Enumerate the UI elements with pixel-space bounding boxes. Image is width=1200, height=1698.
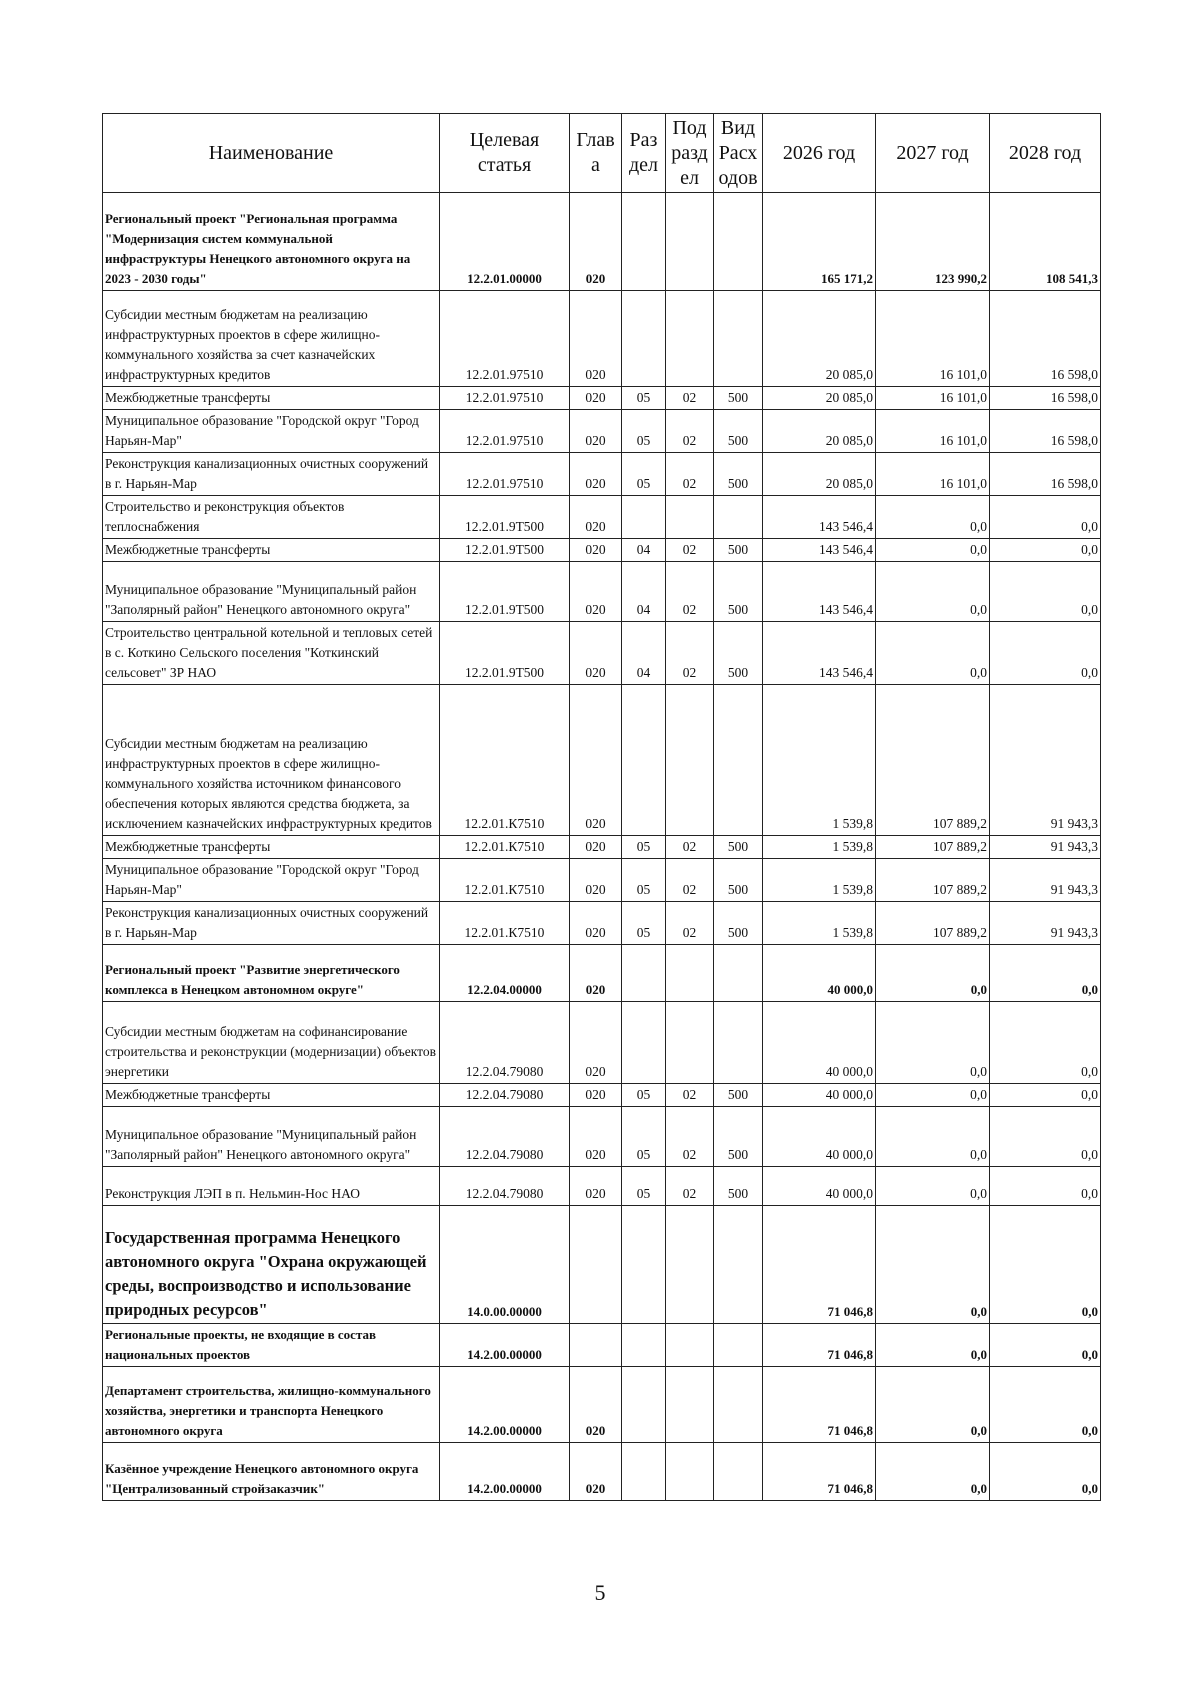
table-row	[103, 291, 1101, 387]
cell-2028: 16 598,0	[990, 291, 1101, 387]
cell-exp-type: 500	[714, 387, 763, 410]
cell-section: 05	[622, 387, 666, 410]
cell-chapter	[570, 1206, 622, 1324]
cell-subsection	[666, 1002, 714, 1084]
cell-chapter: 020	[570, 1367, 622, 1443]
cell-2027: 16 101,0	[876, 387, 990, 410]
cell-subsection	[666, 193, 714, 291]
cell-section: 04	[622, 539, 666, 562]
cell-target: 12.2.04.00000	[440, 945, 570, 1002]
cell-subsection	[666, 1443, 714, 1501]
cell-exp-type: 500	[714, 562, 763, 622]
cell-2026: 71 046,8	[763, 1324, 876, 1367]
cell-2026: 20 085,0	[763, 453, 876, 496]
cell-section	[622, 1367, 666, 1443]
cell-subsection: 02	[666, 836, 714, 859]
table-row	[103, 1206, 1101, 1324]
cell-chapter: 020	[570, 836, 622, 859]
header-subsection: Под разд ел	[666, 114, 714, 193]
cell-name: Региональный проект "Развитие энергетического комплекса в Ненецком автономном округе"	[103, 945, 440, 1002]
cell-section	[622, 1324, 666, 1367]
cell-name: Муниципальное образование "Муниципальный район "Заполярный район" Ненецкого автономного округа"	[103, 1107, 440, 1167]
cell-2027: 0,0	[876, 1206, 990, 1324]
cell-section: 04	[622, 622, 666, 685]
cell-exp-type	[714, 496, 763, 539]
cell-target: 12.2.01.00000	[440, 193, 570, 291]
header-name: Наименование	[103, 114, 440, 193]
cell-2027: 107 889,2	[876, 836, 990, 859]
table-body	[103, 193, 1101, 1501]
cell-2027: 16 101,0	[876, 453, 990, 496]
cell-section: 05	[622, 410, 666, 453]
table-row	[103, 685, 1101, 836]
cell-2028: 0,0	[990, 1107, 1101, 1167]
cell-target: 12.2.04.79080	[440, 1002, 570, 1084]
cell-2026: 1 539,8	[763, 859, 876, 902]
cell-2027: 0,0	[876, 945, 990, 1002]
cell-2026: 143 546,4	[763, 562, 876, 622]
cell-subsection	[666, 291, 714, 387]
cell-exp-type: 500	[714, 902, 763, 945]
cell-name: Реконструкция канализационных очистных сооружений в г. Нарьян-Мар	[103, 453, 440, 496]
cell-name: Межбюджетные трансферты	[103, 539, 440, 562]
cell-name: Муниципальное образование "Городской округ "Город Нарьян-Мар"	[103, 859, 440, 902]
cell-2028: 0,0	[990, 1443, 1101, 1501]
cell-2026: 71 046,8	[763, 1443, 876, 1501]
cell-2026: 20 085,0	[763, 291, 876, 387]
cell-subsection	[666, 1206, 714, 1324]
cell-exp-type: 500	[714, 410, 763, 453]
cell-exp-type	[714, 685, 763, 836]
cell-subsection	[666, 685, 714, 836]
cell-target: 12.2.01.97510	[440, 387, 570, 410]
header-chapter: Глав а	[570, 114, 622, 193]
cell-target: 12.2.01.9Т500	[440, 562, 570, 622]
cell-exp-type	[714, 1367, 763, 1443]
cell-name: Департамент строительства, жилищно-коммунального хозяйства, энергетики и транспорта Ненецкого автономного округа	[103, 1367, 440, 1443]
table-row	[103, 1107, 1101, 1167]
cell-2028: 16 598,0	[990, 410, 1101, 453]
cell-name: Строительство и реконструкция объектов теплоснабжения	[103, 496, 440, 539]
cell-section	[622, 945, 666, 1002]
table-row	[103, 622, 1101, 685]
cell-2028: 0,0	[990, 945, 1101, 1002]
cell-target: 12.2.01.9Т500	[440, 622, 570, 685]
cell-2028: 0,0	[990, 496, 1101, 539]
cell-name: Реконструкция ЛЭП в п. Нельмин-Нос НАО	[103, 1167, 440, 1206]
cell-2027: 0,0	[876, 622, 990, 685]
cell-subsection	[666, 1324, 714, 1367]
cell-subsection: 02	[666, 562, 714, 622]
cell-name: Казённое учреждение Ненецкого автономного округа "Централизованный стройзаказчик"	[103, 1443, 440, 1501]
header-2026: 2026 год	[763, 114, 876, 193]
cell-section: 05	[622, 902, 666, 945]
cell-chapter: 020	[570, 410, 622, 453]
table-row	[103, 193, 1101, 291]
table-row	[103, 387, 1101, 410]
cell-exp-type	[714, 1443, 763, 1501]
cell-subsection: 02	[666, 453, 714, 496]
cell-target: 14.2.00.00000	[440, 1443, 570, 1501]
cell-2028: 0,0	[990, 1167, 1101, 1206]
cell-chapter: 020	[570, 1167, 622, 1206]
table-row	[103, 496, 1101, 539]
cell-2026: 40 000,0	[763, 945, 876, 1002]
cell-section	[622, 1002, 666, 1084]
cell-exp-type: 500	[714, 1084, 763, 1107]
cell-subsection: 02	[666, 622, 714, 685]
header-row	[103, 114, 1101, 193]
cell-section	[622, 1443, 666, 1501]
cell-target: 14.2.00.00000	[440, 1367, 570, 1443]
cell-2026: 40 000,0	[763, 1107, 876, 1167]
budget-table	[102, 113, 1101, 1501]
cell-target: 12.2.01.К7510	[440, 902, 570, 945]
cell-2026: 1 539,8	[763, 836, 876, 859]
cell-target: 12.2.01.97510	[440, 453, 570, 496]
cell-2028: 0,0	[990, 622, 1101, 685]
cell-target: 12.2.01.97510	[440, 291, 570, 387]
cell-subsection: 02	[666, 902, 714, 945]
cell-name: Межбюджетные трансферты	[103, 1084, 440, 1107]
cell-chapter: 020	[570, 1002, 622, 1084]
cell-2027: 107 889,2	[876, 859, 990, 902]
cell-exp-type	[714, 945, 763, 1002]
cell-subsection	[666, 1367, 714, 1443]
cell-chapter: 020	[570, 387, 622, 410]
cell-target: 14.2.00.00000	[440, 1324, 570, 1367]
cell-subsection: 02	[666, 410, 714, 453]
cell-exp-type	[714, 1002, 763, 1084]
cell-2026: 143 546,4	[763, 622, 876, 685]
table-row	[103, 1324, 1101, 1367]
cell-name: Субсидии местным бюджетам на реализацию инфраструктурных проектов в сфере жилищно-коммунального хозяйства за счет казначейских инфраструктурных кредитов	[103, 291, 440, 387]
cell-name: Муниципальное образование "Городской округ "Город Нарьян-Мар"	[103, 410, 440, 453]
cell-section: 05	[622, 1084, 666, 1107]
cell-2026: 20 085,0	[763, 410, 876, 453]
cell-chapter: 020	[570, 945, 622, 1002]
cell-2026: 143 546,4	[763, 539, 876, 562]
cell-subsection: 02	[666, 859, 714, 902]
cell-2027: 0,0	[876, 496, 990, 539]
cell-2027: 0,0	[876, 562, 990, 622]
cell-2028: 91 943,3	[990, 859, 1101, 902]
cell-2026: 1 539,8	[763, 685, 876, 836]
cell-subsection: 02	[666, 539, 714, 562]
cell-target: 14.0.00.00000	[440, 1206, 570, 1324]
cell-2028: 0,0	[990, 562, 1101, 622]
cell-2027: 0,0	[876, 1002, 990, 1084]
cell-target: 12.2.01.9Т500	[440, 496, 570, 539]
cell-chapter: 020	[570, 291, 622, 387]
cell-2028: 16 598,0	[990, 453, 1101, 496]
cell-2027: 16 101,0	[876, 291, 990, 387]
cell-section: 05	[622, 836, 666, 859]
cell-section: 05	[622, 453, 666, 496]
cell-2026: 71 046,8	[763, 1206, 876, 1324]
table-row	[103, 453, 1101, 496]
cell-name: Межбюджетные трансферты	[103, 387, 440, 410]
cell-2026: 143 546,4	[763, 496, 876, 539]
table-row	[103, 836, 1101, 859]
cell-exp-type: 500	[714, 453, 763, 496]
table-row	[103, 1167, 1101, 1206]
cell-name: Региональный проект "Региональная программа "Модернизация систем коммунальной инфраструктуры Ненецкого автономного округа на 2023 - 2030 годы"	[103, 193, 440, 291]
cell-2026: 165 171,2	[763, 193, 876, 291]
cell-section	[622, 193, 666, 291]
cell-2028: 0,0	[990, 1324, 1101, 1367]
cell-2027: 107 889,2	[876, 685, 990, 836]
cell-target: 12.2.04.79080	[440, 1107, 570, 1167]
cell-name: Строительство центральной котельной и тепловых сетей в с. Коткино Сельского поселения "Коткинский сельсовет" ЗР НАО	[103, 622, 440, 685]
cell-target: 12.2.01.К7510	[440, 859, 570, 902]
cell-chapter: 020	[570, 902, 622, 945]
cell-2028: 91 943,3	[990, 685, 1101, 836]
cell-chapter: 020	[570, 193, 622, 291]
cell-subsection: 02	[666, 1084, 714, 1107]
cell-name: Государственная программа Ненецкого автономного округа "Охрана окружающей среды, воспроизводство и использование природных ресурсов"	[103, 1206, 440, 1324]
cell-chapter: 020	[570, 496, 622, 539]
cell-chapter: 020	[570, 685, 622, 836]
cell-section: 05	[622, 1167, 666, 1206]
cell-2027: 16 101,0	[876, 410, 990, 453]
table-row	[103, 902, 1101, 945]
cell-2027: 0,0	[876, 1167, 990, 1206]
cell-2028: 91 943,3	[990, 836, 1101, 859]
cell-chapter: 020	[570, 1084, 622, 1107]
cell-target: 12.2.01.97510	[440, 410, 570, 453]
cell-2026: 71 046,8	[763, 1367, 876, 1443]
cell-section: 05	[622, 859, 666, 902]
cell-exp-type: 500	[714, 1107, 763, 1167]
cell-2028: 16 598,0	[990, 387, 1101, 410]
cell-chapter: 020	[570, 562, 622, 622]
cell-2026: 20 085,0	[763, 387, 876, 410]
cell-section	[622, 291, 666, 387]
cell-2028: 0,0	[990, 1367, 1101, 1443]
cell-2028: 108 541,3	[990, 193, 1101, 291]
cell-target: 12.2.01.К7510	[440, 685, 570, 836]
cell-exp-type: 500	[714, 1167, 763, 1206]
cell-chapter: 020	[570, 859, 622, 902]
cell-subsection	[666, 496, 714, 539]
cell-section	[622, 1206, 666, 1324]
cell-section: 05	[622, 1107, 666, 1167]
cell-2028: 0,0	[990, 1002, 1101, 1084]
header-2028: 2028 год	[990, 114, 1101, 193]
cell-name: Субсидии местным бюджетам на реализацию инфраструктурных проектов в сфере жилищно-коммунального хозяйства источником финансового обеспечения которых являются средства бюджета, за исключением казначейских инфраструктурных кредитов	[103, 685, 440, 836]
table-row	[103, 410, 1101, 453]
cell-section	[622, 496, 666, 539]
cell-2028: 0,0	[990, 1084, 1101, 1107]
cell-exp-type: 500	[714, 622, 763, 685]
cell-name: Муниципальное образование "Муниципальный район "Заполярный район" Ненецкого автономного округа"	[103, 562, 440, 622]
table-row	[103, 1367, 1101, 1443]
cell-2027: 107 889,2	[876, 902, 990, 945]
header-section: Раз дел	[622, 114, 666, 193]
cell-exp-type	[714, 291, 763, 387]
cell-2028: 91 943,3	[990, 902, 1101, 945]
table-row	[103, 945, 1101, 1002]
table-row	[103, 562, 1101, 622]
cell-exp-type	[714, 193, 763, 291]
cell-target: 12.2.01.К7510	[440, 836, 570, 859]
cell-2027: 0,0	[876, 539, 990, 562]
cell-2026: 40 000,0	[763, 1084, 876, 1107]
cell-exp-type	[714, 1324, 763, 1367]
cell-chapter: 020	[570, 1107, 622, 1167]
cell-subsection	[666, 945, 714, 1002]
cell-target: 12.2.04.79080	[440, 1084, 570, 1107]
cell-2027: 0,0	[876, 1324, 990, 1367]
cell-exp-type: 500	[714, 859, 763, 902]
table-row	[103, 539, 1101, 562]
cell-2026: 40 000,0	[763, 1002, 876, 1084]
cell-name: Межбюджетные трансферты	[103, 836, 440, 859]
cell-name: Реконструкция канализационных очистных сооружений в г. Нарьян-Мар	[103, 902, 440, 945]
cell-2027: 0,0	[876, 1084, 990, 1107]
cell-2028: 0,0	[990, 1206, 1101, 1324]
cell-chapter: 020	[570, 539, 622, 562]
cell-2027: 0,0	[876, 1443, 990, 1501]
cell-exp-type: 500	[714, 539, 763, 562]
cell-section	[622, 685, 666, 836]
cell-target: 12.2.01.9Т500	[440, 539, 570, 562]
cell-chapter	[570, 1324, 622, 1367]
cell-subsection: 02	[666, 1167, 714, 1206]
header-target: Целевая статья	[440, 114, 570, 193]
cell-chapter: 020	[570, 622, 622, 685]
cell-name: Субсидии местным бюджетам на софинансирование строительства и реконструкции (модернизации) объектов энергетики	[103, 1002, 440, 1084]
cell-section: 04	[622, 562, 666, 622]
header-2027: 2027 год	[876, 114, 990, 193]
cell-subsection: 02	[666, 387, 714, 410]
table-row	[103, 1084, 1101, 1107]
cell-chapter: 020	[570, 1443, 622, 1501]
table-row	[103, 1443, 1101, 1501]
page-number: 5	[594, 1580, 606, 1605]
cell-chapter: 020	[570, 453, 622, 496]
cell-2027: 0,0	[876, 1367, 990, 1443]
cell-exp-type: 500	[714, 836, 763, 859]
cell-2027: 0,0	[876, 1107, 990, 1167]
cell-2027: 123 990,2	[876, 193, 990, 291]
table-row	[103, 1002, 1101, 1084]
cell-2026: 1 539,8	[763, 902, 876, 945]
cell-2026: 40 000,0	[763, 1167, 876, 1206]
cell-exp-type	[714, 1206, 763, 1324]
cell-subsection: 02	[666, 1107, 714, 1167]
cell-target: 12.2.04.79080	[440, 1167, 570, 1206]
cell-2028: 0,0	[990, 539, 1101, 562]
header-exp-type: Вид Расх одов	[714, 114, 763, 193]
table-row	[103, 859, 1101, 902]
cell-name: Региональные проекты, не входящие в состав национальных проектов	[103, 1324, 440, 1367]
